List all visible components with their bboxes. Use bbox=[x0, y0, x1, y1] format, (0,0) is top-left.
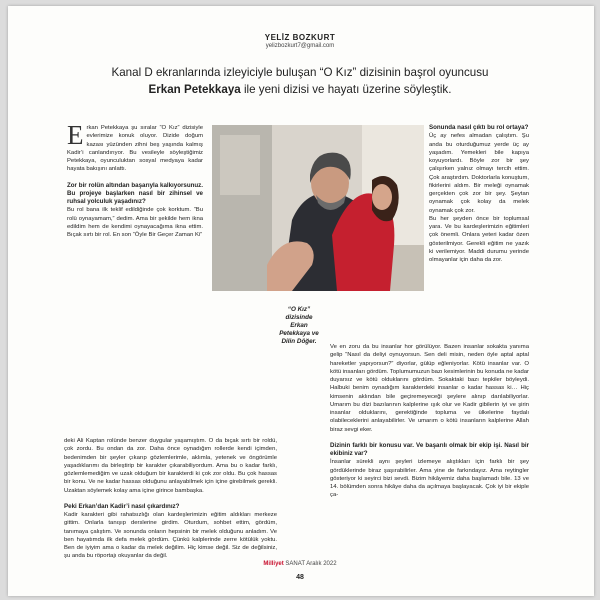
issue-info: SANAT Aralık 2022 bbox=[283, 561, 337, 567]
lead-line-1: Kanal D ekranlarında izleyiciyle buluşan “O Kız” dizisinin başrol oyuncusu bbox=[111, 66, 489, 79]
answer-paragraph: deki Ali Kaptan rolünde benzer duygular yaşamıştım. O da bıçak sırtı bir roldü, çok zordu. Bu ondan da zor. Daha önce oynadığım rollerde kendi içimden, bedenimden bir şeyler çıkarıp gözlemlerimle, aklımla, yetenek ve öngörümle yaşadıklarımı da birleştirip bir karakter çıkarabiliyordum. Ama bu o kadar farklı, gözlemlemediğim ve uzak olduğum bir karakterdi ki çok zor oldu. Bu çok hassas bir konu. Ve ne kadar hassas olduğunu anlayabilmek için içine girebilmek gerekli. Uzaktan söylemek kolay ama içine girince bambaşka. bbox=[64, 438, 277, 494]
article-column-2 bbox=[64, 437, 277, 561]
byline bbox=[0, 33, 600, 49]
lead-line-2: ile yeni dizisi ve hayatı üzerine söyleştik. bbox=[240, 83, 452, 96]
author-name: YELİZ BOZKURT bbox=[264, 33, 336, 42]
answer-paragraph: Kadir karakteri gibi rahatsızlığı olan kardeşlerimizin eğitim aldıkları merkeze gittim. Onlarla tanışıp derslerine girdim. Oturdum, sohbet ettim, gördüm, tanımaya çalıştım. Ve sonunda onların hepsinin bir melek olduğunu anladım. Ve ben hayatımda ilk defa melek gördüm. Çünkü kalplerinde zerre kötülük yoktu. Ben de iyiyim ama o kadar da melek değilim. Hiç kimse değil. Siz de değilsiniz, şu anda bu röportajı okuyanlar da değil. bbox=[64, 512, 277, 560]
answer-paragraph: İnsanlar sürekli aynı şeyleri izlemeye alıştıkları için farklı bir şey gördüklerinde biraz şaşırabilirler. Ama yine de farkındayız. Ama reytingler gösteriyor ki seyirci bizi sevdi. Bizim hikâyemiz daha başlamadı bile. 13 ve 14. bölümden sonra hikâye daha da açılmaya başlayacak. Çok iyi bir ekiple ça- bbox=[330, 459, 529, 499]
page-footer bbox=[0, 561, 600, 567]
caption-line: Petekkaya ve bbox=[279, 330, 319, 337]
lead-interviewee-name: Erkan Petekkaya bbox=[148, 83, 241, 96]
question-heading: Dizinin farklı bir konusu var. Ve başarılı olmak bir ekip işi. Nasıl bir ekibiniz var? bbox=[330, 441, 529, 457]
answer-paragraph: Bu rol bana ilk teklif edildiğinde çok korktum. “Bu rolü oynayamam,” dedim. Ama bir şekilde hem ikna edildim hem de kendimi oynayacağıma ikna ettim. Bıçak sırtı bir rol. En son “Öyle Bir Geçer Zaman Ki” bbox=[67, 207, 203, 238]
answer-paragraph: Bu her şeyden önce bir toplumsal yara. Ve bu kardeşlerimizin eğitimleri çok önemli. Onlara yeteri kadar özen gösterilmiyor. Gerekli eğitim ne yazık ki verilemiyor. Maddi durumu yerinde olmayanlar için daha da zor. bbox=[429, 215, 529, 263]
article-column-1 bbox=[67, 120, 203, 239]
author-email: yelizbozkurt7@gmail.com bbox=[265, 43, 335, 49]
lead-paragraph bbox=[60, 64, 540, 98]
article-photo bbox=[212, 125, 424, 291]
caption-line: dizisinde bbox=[285, 314, 313, 321]
magazine-brand: Milliyet bbox=[263, 561, 284, 567]
intro-paragraph bbox=[67, 120, 203, 174]
caption-line: “O Kız” bbox=[287, 306, 311, 313]
caption-line: Dilin Döğer. bbox=[281, 338, 317, 345]
page-number: 48 bbox=[296, 574, 304, 581]
answer-paragraph: Üç ay nefes almadan çalıştım. Şu anda bu oturduğumuz yerde üç ay yaşadım. Yemekleri bile kapıya koyuyorlardı. Böyle zor bir şey çalışırken yalnız olmayı tercih ettim. Çok araştırdım. Doktorlarla konuştum, fikirlerini aldım. Bir meleği oynamak gerçekten çok zor bir şey. Şeytan oynamak çok kolay da melek oynamak çok zor. bbox=[429, 133, 529, 214]
photo-caption bbox=[270, 306, 328, 346]
drop-cap: E bbox=[67, 120, 84, 150]
answer-paragraph: Ve en zoru da bu insanlar hor görülüyor. Bazen insanlar sokakta yanıma gelip “Nasıl da deliyi oynuyorsun. Sen deli misin, neden öyle aptal aptal hareketler yapıyorsun?” diyorlar, gülüp eğleniyorlar. Kötü insanlar var. O kötü insanları gördüm. Toplumumuzun bazı kesimlerinin bu konuda ne kadar duyarsız ve kötü olduklarını gördüm. Sokaktaki bazı tepkiler böyleydi. Halbuki benim oynadığım karakterdeki insanlar o kadar hassas ki… Hiç kimsenin aklından bile geçiremeyeceği şeylere alınıp darılabiliyorlar. Umarım bu dizi bazılarının kalplerine ışık olur ve Kadir gibilerin iyi ve şirin insanlar olduklarını, gerektiğinde topluma ve ülkelerine faydalı olabileceklerini anlayabilirler. Ve umarım o kötü insanların kalplerine Allah biraz sevgi eker. bbox=[330, 344, 529, 433]
caption-line: Erkan bbox=[290, 322, 308, 329]
question-heading: Peki Erkan’dan Kadir’i nasıl çıkardınız? bbox=[64, 502, 180, 510]
article-column-3 bbox=[429, 124, 529, 264]
intro-text: rkan Petekkaya şu sıralar “O Kız” dizisiyle evlerimize konuk oluyor. Dizide doğum kazası yüzünden zihni beş yaşında kalmış Kadir’i canlandırıyor. Bu vesileyle söyleştiğimiz Petekkaya, oyunculuktan sosyal medyaya kadar hayata bakışını anlattı. bbox=[67, 125, 203, 173]
question-heading: Sonunda nasıl çıktı bu rol ortaya? bbox=[429, 124, 529, 131]
article-column-4 bbox=[330, 343, 529, 500]
photo-illustration bbox=[212, 125, 424, 291]
question-heading: Zor bir rolün altından başarıyla kalkıyorsunuz. Bu projeye başlarken nasıl bir zihinsel ve ruhsal yolculuk yaşadınız? bbox=[67, 181, 203, 205]
